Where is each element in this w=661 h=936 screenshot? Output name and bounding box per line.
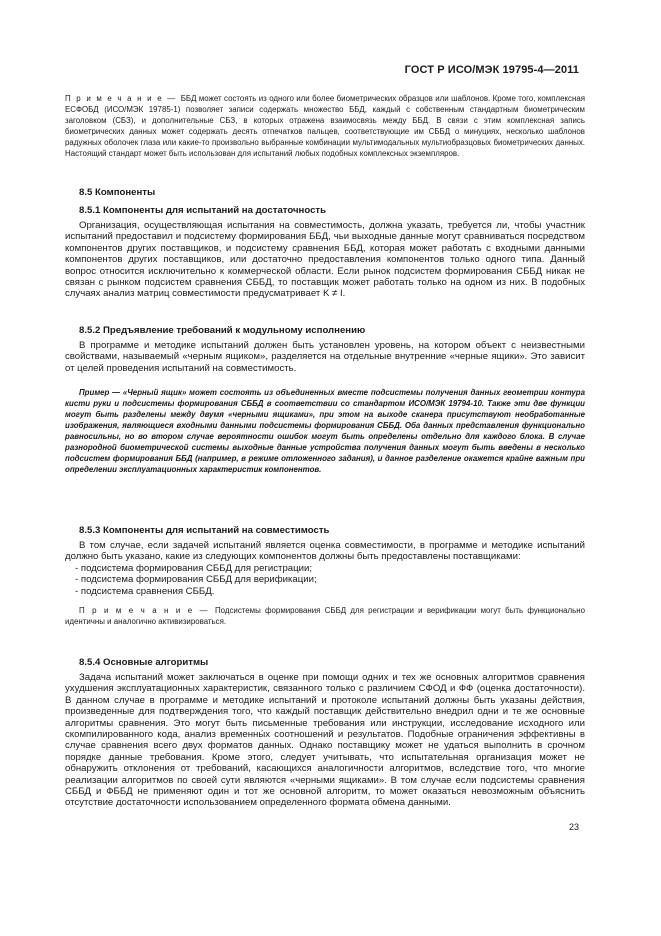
- section-heading-8-5-3: 8.5.3 Компоненты для испытаний на совместимость: [79, 525, 330, 536]
- component-list: [65, 563, 585, 597]
- note-biometric-records: [65, 94, 585, 159]
- example-paragraph: Пример — «Черный ящик» может состоять из объединенных вместе подсистемы получения данных геометрии контура кисти руки и подсистемы формирования СББД в соответствии со стандартом ИСО/МЭК 19794-10. Также эти две функции могут быть разделены между двумя «черными ящиками», при этом на выходе сканера присутствуют необработанные изображения, являющиеся входными данными подсистемы формирования СББД. Оба данных представления функционально равносильны, но во втором случае вероятности ошибок могут быть определены отдельно для каждого блока. В случае разнородной биометрической системы выходные данные устройства получения данных могут быть введены в несколько подсистем формирования ББД (например, в режиме отложенного задания), и данное разделение окажется крайне важным при определении эксплуатационных характеристик компонентов.: [65, 388, 585, 474]
- note-text: ББД может состоять из одного или более биометрических образцов или шаблонов. Кроме того, комплексная ЕСФОБД (ИСО/МЭК 19785-1) позволяет записи содержать множество ББД, каждый с собственным стандартным биометрическим заголовком (СБЗ), и дополнительные СБЗ, в которых отражена взаимосвязь между ББД. В связи с этим комплексная запись биометрических данных может содержать десять отпечатков пальцев, соответствующие им СББД о минуциях, несколько шаблонов радужных оболочек глаза или какие-то произвольно выбранные комбинации мультимодальных мультиобразцовых биометрических данных. Настоящий стандарт может быть использован для испытаний любых подобных комплексных экземпляров.: [65, 94, 586, 158]
- section-8-5-4: [65, 656, 585, 809]
- list-item: - подсистема формирования СББД для верификации;: [75, 574, 585, 585]
- section-8-5-1: [65, 204, 585, 300]
- section-8-5-3-text: В том случае, если задачей испытаний является оценка совместимости, в программе и методике испытаний должно быть указано, какие из следующих компонентов должны быть предоставлены поставщиками:: [65, 540, 585, 563]
- section-8-5: [65, 186, 585, 199]
- section-8-5-2: [65, 324, 585, 475]
- section-heading-8-5-1: 8.5.1 Компоненты для испытаний на достаточность: [79, 205, 326, 216]
- note-paragraph: [65, 606, 585, 628]
- note-paragraph: [65, 94, 585, 159]
- section-heading-8-5: 8.5 Компоненты: [79, 187, 156, 198]
- section-8-5-2-text: В программе и методике испытаний должен быть установлен уровень, на котором объект с неизвестными свойствами, называемый «черным ящиком», разделяется на отдельные внутренние «черные ящики». Это зависит от целей проведения испытаний на совместимость.: [65, 340, 585, 374]
- note-text: Подсистемы формирования СББД для регистрации и верификации могут быть функционально идентичны и аналогично активизироваться.: [65, 606, 586, 626]
- note-lead: П р и м е ч а н и е —: [65, 94, 181, 103]
- list-item: - подсистема формирования СББД для регистрации;: [75, 563, 585, 574]
- list-item: - подсистема сравнения СББД.: [75, 586, 585, 597]
- standard-header: ГОСТ Р ИСО/МЭК 19795-4—2011: [404, 64, 579, 76]
- note-lead: П р и м е ч а н и е —: [79, 606, 215, 616]
- section-8-5-3: [65, 524, 585, 628]
- section-8-5-1-text: Организация, осуществляющая испытания на совместимость, должна указать, требуется ли, чтобы участник испытаний предоставил и подсистему формирования ББД, чьи выходные данные могут сравниваться посредством компонентов других поставщиков, и подсистему сравнения ББД, которая может работать с входными данными компонентов других поставщиков, или достаточно предоставления компонентов только одного типа. Данный вопрос относится исключительно к коммерческой области. Если рынок подсистем формирования СББД никак не связан с рынком подсистем сравнения СББД, то поставщик может работать только на одном из них. В подобных случаях анализ матриц совместимости предусматривает K ≠ I.: [65, 220, 585, 300]
- page-number: 23: [568, 822, 579, 832]
- section-heading-8-5-4: 8.5.4 Основные алгоритмы: [79, 657, 209, 668]
- section-8-5-4-text: Задача испытаний может заключаться в оценке при помощи одних и тех же основных алгоритмов сравнения ухудшения эксплуатационных характеристик, связанного только с различием СФОД и ФФ (оценка достаточности). В данном случае в программе и методике испытаний и протоколе испытаний должны быть указаны действия, произведенные для подтверждения того, что каждый поставщик действительно внедрил одни и те же основные алгоритмы сравнения. Это могут быть письменные требования или инструкции, исследование исходного или скомпилированного кода, анализ временны́х соотношений и результатов. Подобные ограничения эффективны в случае сравнения всего двух форматов данных. Однако поставщику может не удаться выполнить в срочном порядке данные требования. Кроме этого, следует учитывать, что испытательная организация может не обнаружить отклонения от требований, касающихся аналогичности алгоритмов, вследствие того, что многие реализации алгоритмов по своей сути являются «черными ящиками». В том случае если подсистемы сравнения СББД и ФББД не применяют один и тот же основной алгоритм, то может оказаться невозможным объяснить отсутствие достаточности использованием определенного формата обмена данными.: [65, 672, 585, 809]
- section-heading-8-5-2: 8.5.2 Предъявление требований к модульному исполнению: [79, 325, 366, 336]
